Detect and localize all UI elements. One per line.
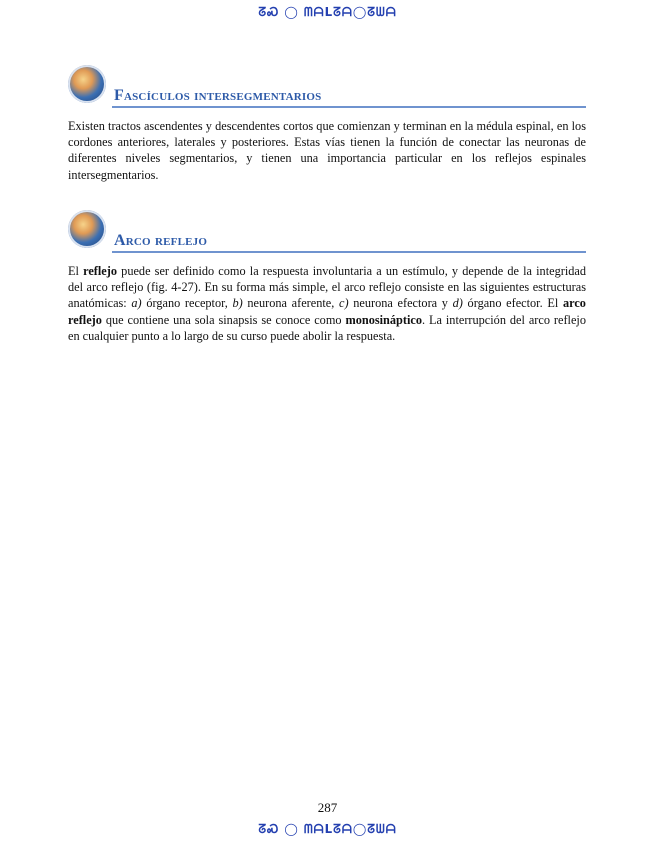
list-marker-a: a) <box>131 296 142 311</box>
page-number: 287 <box>317 800 338 815</box>
list-marker-c: c) <box>339 296 349 311</box>
section-heading <box>68 65 586 108</box>
section-fasciculos <box>68 65 586 183</box>
section-paragraph <box>68 263 586 344</box>
text-run: puede ser definido como la respuesta involuntaria a un estímulo, y depende de la integridad del arco reflejo (fig. 4-27). En su forma más simple, el arco reflejo consiste en las siguientes estructuras anatómicas: <box>68 264 586 311</box>
text-run: que contiene una sola sinapsis se conoce como <box>101 312 346 327</box>
text-run: neurona aferente, <box>242 296 340 311</box>
text-run: neurona efectora y <box>348 296 453 311</box>
text-run: órgano receptor, <box>141 296 233 311</box>
term-monosinaptico: monosináptico <box>345 312 422 327</box>
section-arco-reflejo <box>68 210 586 344</box>
heading-rule <box>112 106 586 108</box>
section-paragraph: Existen tractos ascendentes y descendentes cortos que comienzan y terminan en la médula espinal, en los cordones anteriores, laterales y posteriores. Estas vías tienen la función de conectar las neuronas de diferentes niveles segmentarios, y tienen una importancia particular en los reflejos espinales intersegmentarios. <box>68 119 586 182</box>
text-run: . La interrupción del arco reflejo en cualquier punto a lo largo de su curso puede abolir la respuesta. <box>68 312 586 343</box>
brain-badge-icon <box>68 210 106 248</box>
brain-badge-icon <box>68 65 106 103</box>
footer-watermark: ᘔᏍ ◯ ᗰᗩᒪᘔᗩ◯ᘔᗯᗩ <box>258 822 397 836</box>
term-arco-reflejo: arco reflejo <box>68 296 586 327</box>
text-run: El <box>68 264 84 278</box>
section-title: Arco reflejo <box>114 232 208 249</box>
list-marker-d: d) <box>452 296 463 311</box>
section-title: Fascículos intersegmentarios <box>114 87 322 104</box>
header-watermark: ᘔᏍ ◯ ᗰᗩᒪᘔᗩ◯ᘔᗯᗩ <box>258 5 397 19</box>
list-marker-b: b) <box>232 296 243 311</box>
text-run: órgano efector. El <box>462 296 563 311</box>
section-heading <box>68 210 586 253</box>
term-reflejo: reflejo <box>83 264 118 278</box>
heading-rule <box>112 251 586 253</box>
